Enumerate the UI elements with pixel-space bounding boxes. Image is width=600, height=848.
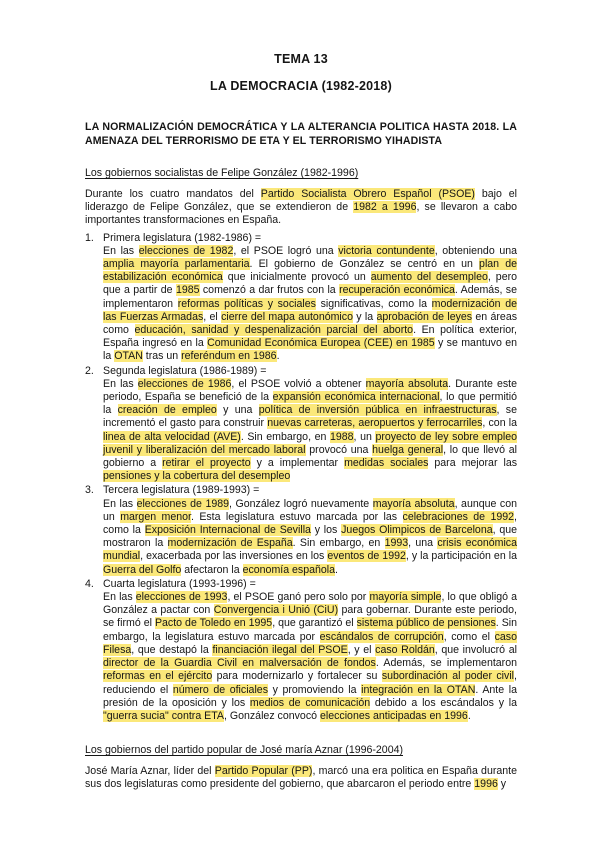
highlighted-text: victoria contundente: [338, 244, 435, 257]
highlighted-text: 1985: [175, 284, 200, 297]
text-segment: En las: [103, 497, 137, 510]
highlighted-text: plan de estabilización económica: [103, 258, 517, 284]
text-segment: , el: [203, 310, 222, 323]
text-segment: , que garantizó el: [272, 617, 357, 630]
text-segment: para mejorar las: [428, 457, 518, 470]
text-segment: , como el: [443, 630, 495, 643]
highlighted-text: retirar el proyecto: [162, 457, 251, 470]
text-segment: , que involucró al: [434, 643, 517, 656]
text-segment: . El gobierno de González se centró en un: [249, 258, 480, 270]
highlighted-text: política de inversión pública en infraestructuras: [258, 404, 497, 417]
section-intro-aznar: [85, 765, 517, 791]
text-segment: . Ante la presión de la oposición y los: [103, 683, 517, 709]
highlighted-text: medidas sociales: [344, 457, 429, 470]
text-segment: , el PSOE ganó pero solo por: [227, 591, 370, 604]
text-segment: .: [276, 350, 280, 363]
text-segment: , reduciendo el: [103, 670, 517, 696]
highlighted-text: cierre del mapa autonómico: [221, 310, 353, 323]
highlighted-text: eventos de 1992: [327, 550, 406, 563]
highlighted-text: Juegos Olimpicos de Barcelona: [341, 524, 493, 537]
text-segment: Durante los cuatro mandatos del: [85, 187, 261, 200]
legislature-item-3: [85, 484, 517, 576]
highlighted-text: elecciones de 1986: [137, 377, 232, 390]
highlighted-text: elecciones anticipadas en 1996: [319, 709, 468, 722]
list-number: 3.: [85, 484, 94, 497]
text-segment: José María Aznar, líder del: [85, 764, 215, 777]
section-heading-aznar: Los gobiernos del partido popular de José maría Aznar (1996-2004): [85, 744, 404, 757]
text-segment: .: [467, 709, 471, 722]
legislature-label: Cuarta legislatura (1993-1996) =: [103, 577, 256, 590]
highlighted-text: 1982 a 1996: [353, 201, 417, 214]
text-segment: , que destapó la: [131, 643, 213, 656]
highlighted-text: 1996: [474, 778, 498, 791]
highlighted-text: escándalos de corrupción: [319, 630, 444, 643]
legislature-content: [103, 232, 517, 364]
text-segment: , se llevaron a cabo importantes transformaciones en España.: [85, 201, 517, 227]
section-intro-gonzalez: [85, 188, 517, 228]
highlighted-text: Pacto de Toledo en 1995: [154, 617, 273, 630]
legislature-item-1: [85, 232, 517, 364]
text-segment: bajo el liderazgo de Felipe González, que se extendieron de: [85, 187, 517, 214]
text-segment: . Sin embargo, la legislatura estuvo marcada por: [103, 617, 518, 643]
highlighted-text: Partido Popular (PP): [214, 764, 313, 777]
text-segment: y se mantuvo en la: [103, 337, 517, 363]
highlighted-text: proyecto de ley sobre empleo juvenil y liberalización del mercado laboral: [103, 430, 517, 456]
text-segment: que inicialmente provocó un: [222, 271, 371, 284]
legislature-list: [85, 232, 517, 724]
text-segment: , lo que obligó a González a pactar con: [103, 591, 518, 617]
text-segment: , pero que a partir de: [103, 271, 518, 297]
highlighted-text: "guerra sucia" contra ETA: [103, 709, 224, 722]
text-segment: , González convocó: [223, 709, 320, 722]
highlighted-text: amplia mayoría parlamentaria: [103, 258, 250, 270]
text-segment: significativas, como la: [315, 297, 432, 310]
highlighted-text: celebraciones de 1992: [402, 510, 515, 523]
text-segment: , que mostraron la: [103, 524, 518, 550]
legislature-body: [103, 378, 517, 484]
text-segment: . En política exterior, España ingresó en la: [103, 324, 517, 350]
highlighted-text: modernización de España: [167, 537, 293, 550]
highlighted-text: OTAN: [114, 350, 143, 363]
legislature-label: Primera legislatura (1982-1986) =: [103, 231, 262, 244]
highlighted-text: huelga general: [372, 443, 444, 456]
legislature-content: [103, 365, 517, 484]
highlighted-text: sistema público de pensiones: [356, 617, 496, 630]
legislature-label: Tercera legislatura (1989-1993) =: [103, 484, 260, 497]
text-segment: , lo que llevó al gobierno a: [103, 443, 517, 470]
text-segment: y a implementar: [250, 457, 345, 470]
text-segment: . Durante este periodo, España se benefició de la: [103, 377, 518, 404]
highlighted-text: aumento del desempleo: [370, 271, 488, 284]
text-segment: , obteniendo una: [434, 244, 517, 257]
text-segment: y: [497, 778, 507, 791]
highlighted-text: economía española: [242, 563, 336, 576]
text-segment: para modernizarlo y fortalecer su: [212, 670, 382, 683]
text-segment: , aunque con un: [103, 497, 518, 523]
highlighted-text: referéndum en 1986: [181, 350, 277, 363]
text-segment: , y la participación en la: [405, 550, 517, 563]
highlighted-text: Exposición Internacional de Sevilla: [144, 524, 311, 537]
text-segment: En las: [103, 377, 138, 390]
text-segment: , el PSOE logró una: [233, 244, 339, 257]
legislature-body: [103, 245, 517, 364]
highlighted-text: financiación ilegal del PSOE: [212, 643, 348, 656]
text-segment: para gobernar. Durante este periodo, se firmó el: [103, 604, 517, 630]
text-segment: En las: [103, 244, 139, 257]
highlighted-text: crisis económica mundial: [103, 537, 517, 563]
highlighted-text: margen menor: [120, 510, 191, 523]
legislature-label: Segunda legislatura (1986-1989) =: [103, 364, 267, 377]
text-segment: En las: [103, 591, 136, 604]
text-segment: , exacerbada por las inversiones en los: [140, 550, 328, 563]
highlighted-text: creación de empleo: [117, 404, 217, 417]
highlighted-text: reformas políticas y sociales: [177, 297, 316, 310]
text-segment: y la: [352, 310, 377, 323]
text-segment: , se incrementó el gasto para construir: [103, 404, 517, 430]
highlighted-text: director de la Guardia Civil en malversación de fondos: [103, 657, 376, 670]
legislature-item-2: [85, 365, 517, 484]
highlighted-text: elecciones de 1993: [135, 591, 228, 604]
highlighted-text: Partido Socialista Obrero Español (PSOE): [260, 187, 475, 200]
highlighted-text: Convergencia i Unió (CiU): [213, 604, 339, 617]
highlighted-text: expansión económica internacional: [272, 391, 440, 404]
highlighted-text: subordinación al poder civil: [381, 670, 515, 683]
text-segment: afectaron la: [181, 563, 243, 576]
highlighted-text: 1993: [384, 537, 409, 550]
highlighted-text: caso Roldán: [375, 643, 435, 656]
highlighted-text: linea de alta velocidad (AVE): [103, 430, 241, 443]
highlighted-text: mayoría absoluta: [372, 497, 455, 510]
text-segment: , con la: [482, 417, 517, 430]
text-segment: , marcó una era politica en España durante sus dos legislaturas como presidente del gobierno, que abarcaron el periodo entre: [85, 764, 517, 791]
legislature-content: [103, 578, 517, 723]
text-segment: y una: [216, 404, 259, 417]
highlighted-text: mayoría absoluta: [365, 377, 449, 390]
highlighted-text: aprobación de leyes: [376, 310, 473, 323]
highlighted-text: número de oficiales: [172, 683, 268, 696]
text-segment: tras un: [142, 350, 182, 363]
text-segment: , González logró nuevamente: [229, 497, 373, 510]
legislature-body: [103, 591, 517, 723]
text-segment: , lo que permitió la: [103, 391, 517, 417]
highlighted-text: medios de comunicación: [249, 696, 371, 709]
text-segment: . Además, se implementaron: [375, 657, 517, 670]
text-segment: , un: [353, 430, 376, 443]
list-number: 4.: [85, 577, 94, 590]
text-segment: , el PSOE volvió a obtener: [231, 377, 366, 390]
highlighted-text: elecciones de 1989: [136, 497, 230, 510]
document-title-line1: TEMA 13: [274, 52, 328, 66]
text-segment: . Esta legislatura estuvo marcada por las: [190, 510, 403, 523]
highlighted-text: pensiones y la cobertura del desempleo: [103, 470, 291, 483]
list-number: 1.: [85, 231, 94, 244]
highlighted-text: Comunidad Económica Europea (CEE) en 1985: [207, 337, 435, 350]
highlighted-text: reformas en el ejército: [103, 670, 213, 683]
highlighted-text: educación, sanidad y despenalización parcial del aborto: [134, 324, 414, 337]
highlighted-text: recuperación económica: [339, 284, 455, 297]
text-segment: comenzó a dar frutos con la: [199, 284, 340, 297]
legislature-item-4: [85, 578, 517, 723]
text-segment: , una: [408, 537, 438, 550]
text-segment: . Además, se implementaron: [103, 284, 517, 310]
highlighted-text: elecciones de 1982: [138, 244, 234, 257]
text-segment: .: [335, 563, 338, 576]
document-subtitle: LA NORMALIZACIÓN DEMOCRÁTICA Y LA ALTERANCIA POLITICA HASTA 2018. LA AMENAZA DEL TERRORISMO DE ETA Y EL TERRORISMO YIHADISTA: [85, 121, 517, 147]
text-segment: en áreas como: [103, 310, 518, 337]
highlighted-text: Guerra del Golfo: [103, 563, 182, 576]
highlighted-text: caso Filesa: [103, 630, 517, 656]
legislature-content: [103, 484, 517, 576]
highlighted-text: modernización de las Fuerzas Armadas: [103, 297, 518, 323]
text-segment: . Sin embargo, en: [292, 537, 385, 550]
document-title-line2: LA DEMOCRACIA (1982-2018): [210, 79, 392, 93]
highlighted-text: 1988: [329, 430, 354, 443]
text-segment: provocó una: [305, 443, 373, 456]
text-segment: debido a los escándalos y la: [370, 696, 518, 709]
highlighted-text: nuevas carreteras, aeropuertos y ferrocarriles: [267, 417, 483, 430]
legislature-body: [103, 498, 517, 577]
list-number: 2.: [85, 364, 94, 377]
text-segment: , como la: [103, 510, 517, 537]
text-segment: , y el: [347, 643, 376, 656]
section-heading-gonzalez: Los gobiernos socialistas de Felipe González (1982-1996): [85, 167, 359, 180]
text-segment: y promoviendo la: [268, 683, 362, 696]
text-segment: y los: [310, 524, 342, 537]
text-segment: . Sin embargo, en: [240, 430, 330, 443]
highlighted-text: integración en la OTAN: [361, 683, 476, 696]
highlighted-text: mayoría simple: [369, 591, 442, 604]
